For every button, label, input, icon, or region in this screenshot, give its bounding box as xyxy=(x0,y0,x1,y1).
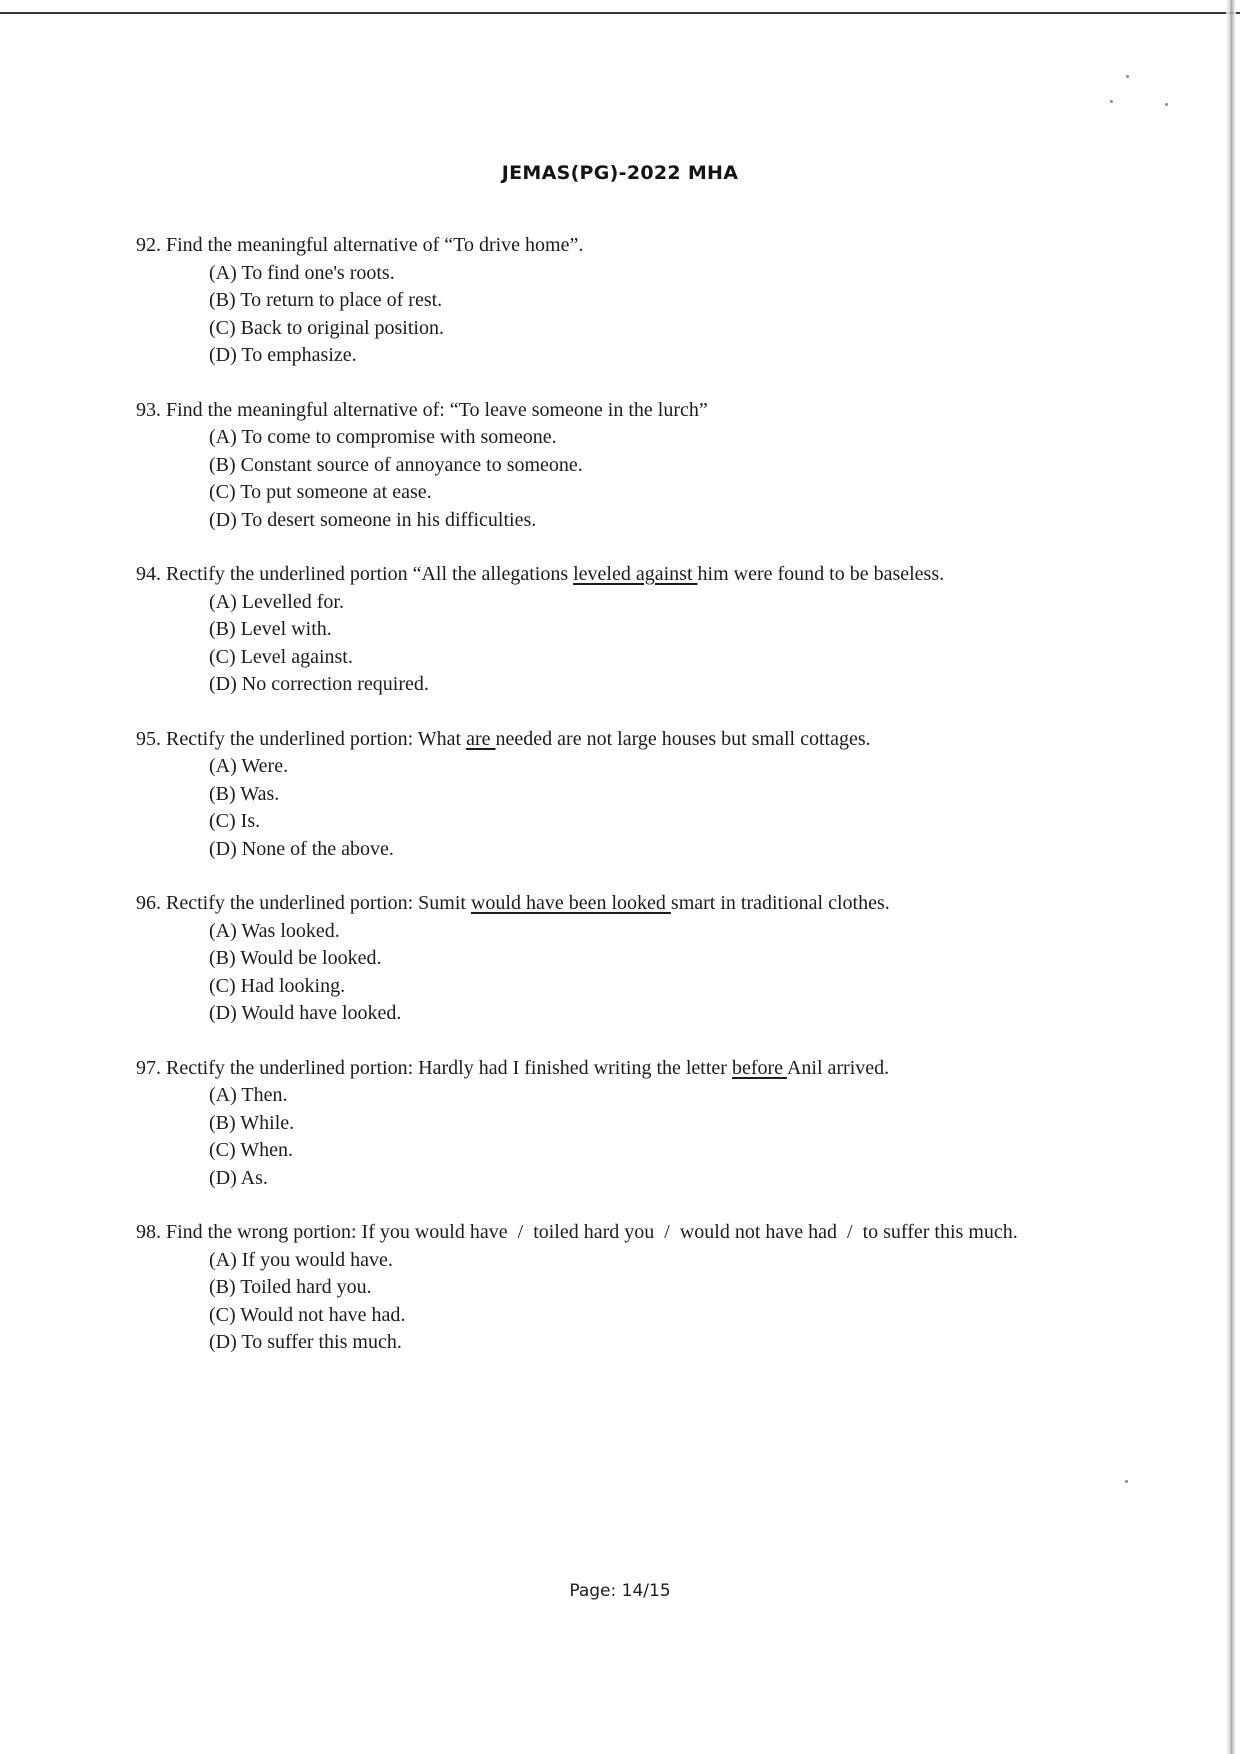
option-c: (C) Level against. xyxy=(209,645,353,668)
question-stem xyxy=(136,890,1076,918)
question-stem xyxy=(136,232,1076,260)
question-text: Rectify the underlined portion: Hardly had I finished writing the letter xyxy=(166,1056,732,1079)
question-98 xyxy=(136,1219,1076,1357)
question-stem xyxy=(136,561,1076,589)
question-95 xyxy=(136,726,1076,864)
option-b: (B) Constant source of annoyance to someone. xyxy=(209,453,583,476)
option-list xyxy=(136,753,1076,863)
underlined-portion: are xyxy=(466,727,496,750)
option-a: (A) Were. xyxy=(209,755,289,777)
question-number: 93. xyxy=(136,398,161,421)
underlined-portion: leveled against xyxy=(573,563,698,585)
option-list xyxy=(136,918,1076,1028)
question-96 xyxy=(136,890,1076,1028)
question-text-part-4: to suffer this much. xyxy=(862,1221,1018,1243)
option-d: (D) No correction required. xyxy=(209,673,429,695)
option-c: (C) Is. xyxy=(209,810,261,832)
question-text-continued: smart in traditional clothes. xyxy=(670,892,890,914)
question-number: 92. xyxy=(136,234,161,256)
option-a: (A) To come to compromise with someone. xyxy=(209,426,557,448)
option-a: (A) Was looked. xyxy=(209,919,340,942)
underlined-portion: before xyxy=(731,1056,787,1079)
question-92 xyxy=(136,232,1076,370)
scan-speck xyxy=(1165,103,1168,106)
question-stem xyxy=(136,726,1076,754)
question-text-continued: needed are not large houses but small cottages. xyxy=(495,727,871,750)
top-scan-border xyxy=(0,12,1240,14)
question-text-continued: Anil arrived. xyxy=(786,1056,890,1079)
portion-separator: / xyxy=(517,1221,524,1243)
option-d: (D) To suffer this much. xyxy=(209,1331,402,1353)
scan-speck xyxy=(1110,100,1113,103)
question-stem xyxy=(136,1055,1076,1083)
option-b: (B) While. xyxy=(209,1111,295,1134)
option-d: (D) To desert someone in his difficulties. xyxy=(209,508,537,531)
question-text-part-3: would not have had xyxy=(679,1221,838,1243)
option-a: (A) To find one's roots. xyxy=(209,261,395,284)
question-number: 97. xyxy=(136,1056,161,1079)
question-text: Rectify the underlined portion: What xyxy=(166,727,467,750)
scan-speck xyxy=(1125,1480,1128,1483)
option-b: (B) Would be looked. xyxy=(209,947,382,969)
question-number: 95. xyxy=(136,727,161,750)
option-a: (A) If you would have. xyxy=(209,1248,393,1271)
option-b: (B) Toiled hard you. xyxy=(209,1276,372,1298)
option-a: (A) Then. xyxy=(209,1084,288,1106)
page-footer xyxy=(0,1581,1240,1601)
question-number: 98. xyxy=(136,1221,161,1243)
page-number: Page: 14/15 xyxy=(569,1581,671,1601)
portion-separator: / xyxy=(664,1221,670,1243)
option-b: (B) Level with. xyxy=(209,618,332,640)
option-list xyxy=(136,1082,1076,1192)
question-number: 96. xyxy=(136,892,161,914)
question-stem xyxy=(136,1219,1076,1247)
question-text: Find the meaningful alternative of “To drive home”. xyxy=(166,234,584,256)
option-list xyxy=(136,1247,1076,1357)
question-text-part-2: toiled hard you xyxy=(533,1221,655,1243)
question-list xyxy=(136,232,1076,1384)
option-list xyxy=(136,260,1076,370)
question-stem xyxy=(136,397,1076,425)
option-d: (D) As. xyxy=(209,1166,268,1189)
option-c: (C) When. xyxy=(209,1139,294,1161)
question-text: Rectify the underlined portion: Sumit xyxy=(166,892,471,914)
option-b: (B) To return to place of rest. xyxy=(209,289,443,311)
question-94 xyxy=(136,561,1076,699)
portion-separator: / xyxy=(847,1221,853,1243)
option-list xyxy=(136,424,1076,534)
scan-speck xyxy=(1126,75,1129,78)
option-d: (D) None of the above. xyxy=(209,837,394,860)
question-text: Find the meaningful alternative of: “To leave someone in the lurch” xyxy=(166,398,708,421)
option-b: (B) Was. xyxy=(209,782,280,805)
option-d: (D) Would have looked. xyxy=(209,1002,402,1024)
option-d: (D) To emphasize. xyxy=(209,344,357,366)
option-c: (C) Had looking. xyxy=(209,974,346,997)
right-scan-border xyxy=(1226,0,1236,1754)
exam-title: JEMAS(PG)-2022 MHA xyxy=(501,162,739,184)
question-97 xyxy=(136,1055,1076,1193)
underlined-portion: would have been looked xyxy=(470,892,671,914)
option-c: (C) Would not have had. xyxy=(209,1303,406,1326)
question-number: 94. xyxy=(136,563,161,585)
question-text-part-1: Find the wrong portion: If you would have xyxy=(166,1221,508,1243)
question-93 xyxy=(136,397,1076,535)
exam-header xyxy=(0,162,1240,184)
option-list xyxy=(136,589,1076,699)
question-text: Rectify the underlined portion “All the allegations xyxy=(166,563,574,585)
option-a: (A) Levelled for. xyxy=(209,590,344,613)
option-c: (C) To put someone at ease. xyxy=(209,481,432,503)
option-c: (C) Back to original position. xyxy=(209,316,444,339)
question-text-continued: him were found to be baseless. xyxy=(697,563,945,585)
